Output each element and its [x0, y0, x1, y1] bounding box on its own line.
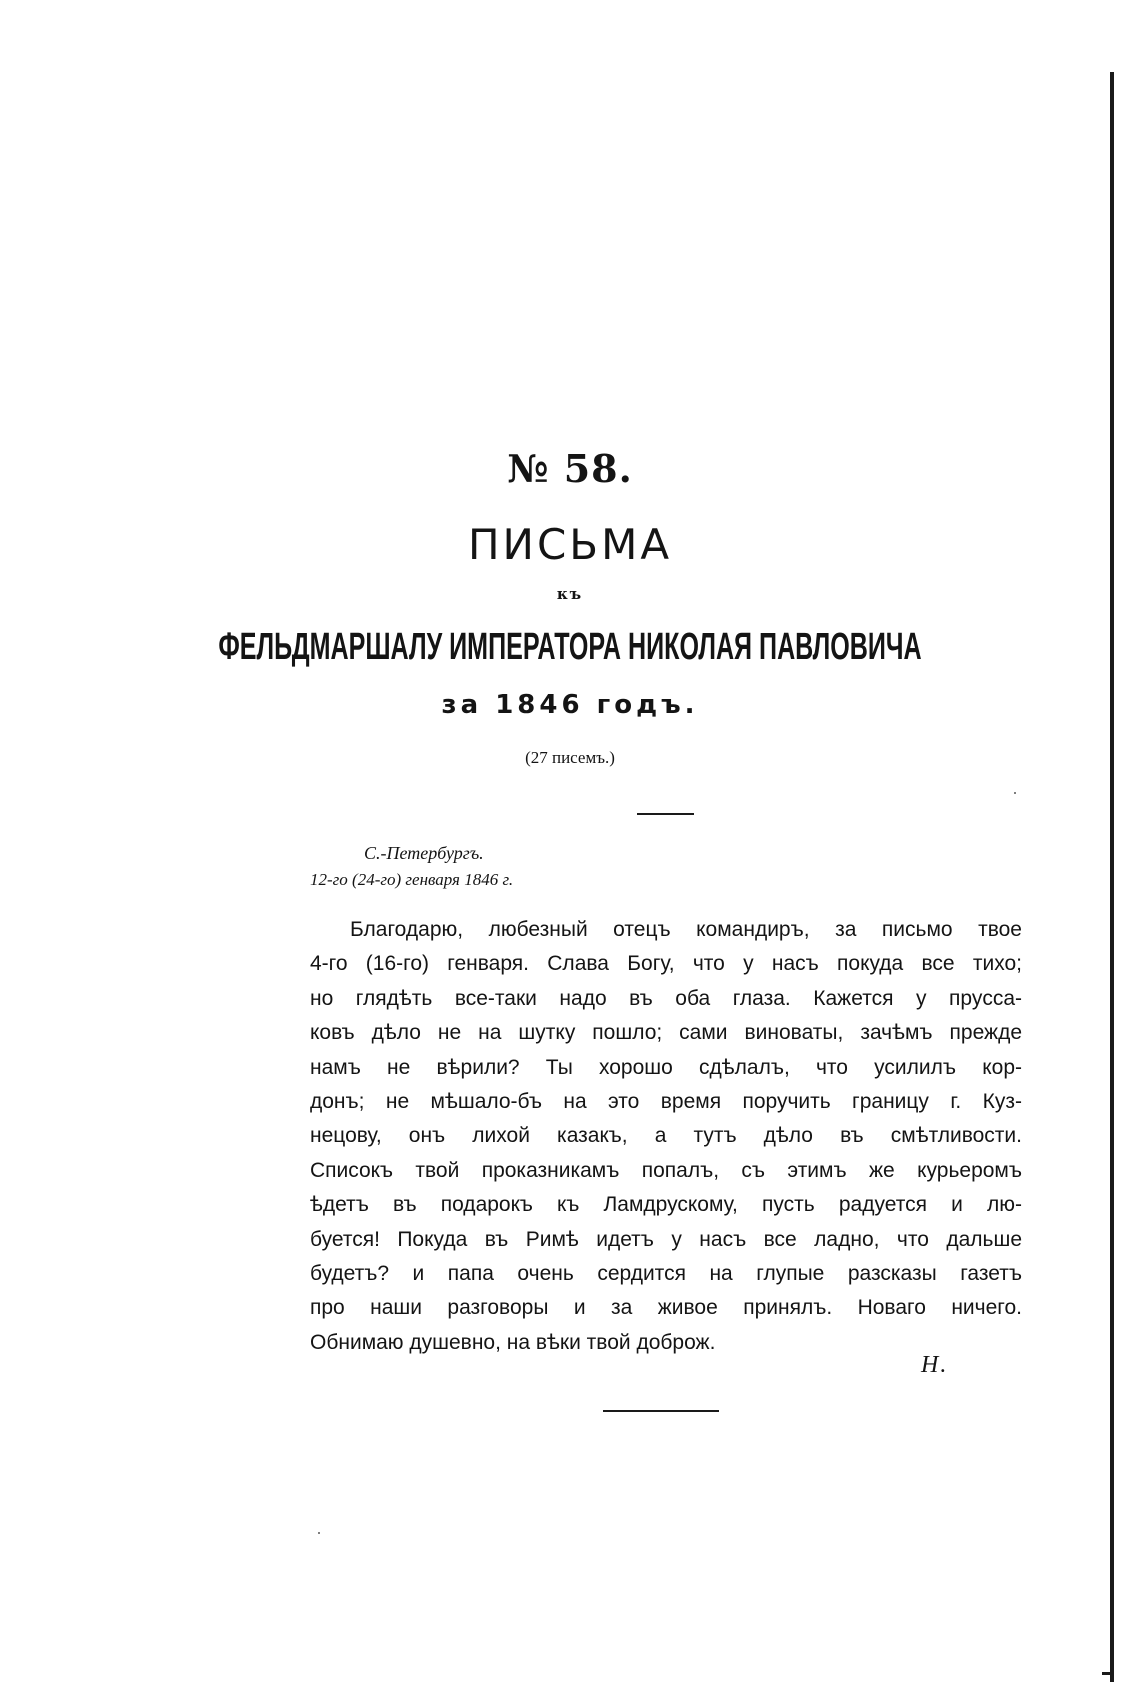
- letter-line: но глядѣть все-таки надо въ оба глаза. Кажется у пруcса-: [310, 986, 1022, 1010]
- letter-line: намъ не вѣрили? Ты хорошо сдѣлалъ, что усилилъ кор-: [310, 1055, 1022, 1079]
- letter-line: будетъ? и папа очень сердится на глупые разсказы газетъ: [310, 1261, 1022, 1285]
- scan-speck: [1014, 792, 1016, 794]
- letter-line: ковъ дѣло не на шутку пошло; сами виноваты, зачѣмъ прежде: [310, 1021, 1022, 1045]
- letter-line: донъ; не мѣшало-бъ на это время поручить границу г. Куз-: [310, 1089, 1022, 1113]
- page-subtitle: ФЕЛЬДМАРШАЛУ ИМПЕРАТОРА НИКОЛАЯ ПАВЛОВИЧА: [218, 626, 922, 668]
- letter-place: С.-Петербургъ.: [364, 843, 484, 863]
- letter-date: 12-го (24-го) генваря 1846 г.: [310, 870, 514, 889]
- letter-line: Обнимаю душевно, на вѣки твой доброж.: [310, 1330, 716, 1354]
- title-preposition: къ: [556, 585, 584, 603]
- page-title: ПИСЬМА: [467, 520, 673, 569]
- letter-line: 4-го (16-го) генваря. Слава Богу, что у насъ покуда все тихо;: [310, 952, 1022, 976]
- scan-speck: [318, 1532, 320, 1534]
- letter-signature: Н.: [921, 1352, 949, 1378]
- page-edge-tick: [1102, 1672, 1112, 1675]
- letter-body: [310, 913, 1022, 1360]
- letter-line: нецову, онъ лихой казакъ, а тутъ дѣло въ смѣтливости.: [310, 1124, 1022, 1148]
- header-divider: [637, 813, 694, 815]
- document-number: № 58.: [507, 446, 633, 491]
- letter-count-note: (27 писемъ.): [525, 748, 615, 767]
- letter-line: про наши разговоры и за живое принялъ. Новаго ничего.: [310, 1296, 1022, 1320]
- letter-line: ѣдетъ въ подарокъ къ Ламдрускому, пусть радуется и лю-: [310, 1193, 1022, 1217]
- year-heading: за 1846 годъ.: [441, 690, 699, 720]
- letter-line: Благодарю, любезный отецъ командиръ, за письмо твое: [350, 918, 1022, 941]
- letter-line: буется! Покуда въ Римѣ идетъ у насъ все ладно, что дальше: [310, 1227, 1022, 1251]
- closing-divider: [603, 1410, 719, 1412]
- letter-line: Списокъ твой проказникамъ попалъ, съ этимъ же курьеромъ: [310, 1158, 1022, 1182]
- page-edge-rule: [1110, 72, 1114, 1682]
